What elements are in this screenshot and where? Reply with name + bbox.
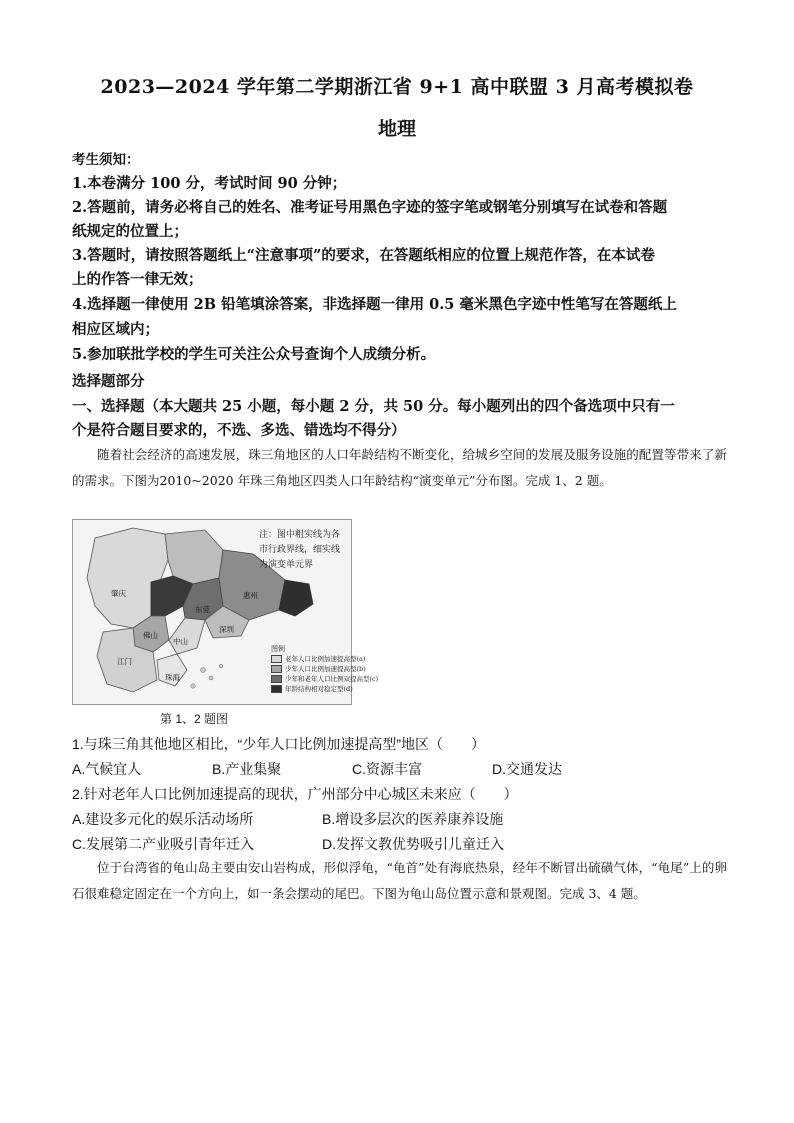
legend-row-b — [271, 664, 366, 674]
city-label-huizhou: 惠州 — [243, 591, 258, 600]
exam-title: 2023—2024 学年第二学期浙江省 9+1 高中联盟 3 月高考模拟卷 — [100, 76, 694, 98]
notice-item-3: 3.答题时，请按照答题纸上“注意事项”的要求，在答题纸相应的位置上规范作答，在本试卷 — [72, 247, 655, 264]
notice-item-4-cont: 相应区域内； — [72, 321, 159, 338]
question-2-option-a: A.建设多元化的娱乐活动场所 — [72, 811, 254, 827]
question-2-option-c: C.发展第二产业吸引青年迁入 — [72, 836, 254, 852]
legend-swatch-c — [271, 675, 282, 683]
question-2-option-d: D.发挥文教优势吸引儿童迁入 — [322, 836, 504, 852]
question-1-stem: 1.与珠三角其他地区相比，“少年人口比例加速提高型”地区（ ） — [72, 736, 485, 752]
question-2-option-b: B.增设多层次的医养康养设施 — [322, 811, 504, 827]
map-island — [209, 676, 213, 680]
section-part: 选择题部分 — [72, 373, 145, 390]
legend-label-b: 少年人口比例加速提高型(b) — [285, 665, 366, 673]
question-1-option-c: C.资源丰富 — [352, 761, 422, 777]
passage-2: 位于台湾省的龟山岛主要由安山岩构成，形似浮龟，“龟首”处有海底热泉，经年不断冒出硫磺气体，“龟尾”上的卵石很难稳定固定在一个方向上，如一条会摆动的尾巴。下图为龟山岛位置示意和景观图。完成 3、4 题。 — [72, 860, 727, 901]
question-1-option-d: D.交通发达 — [492, 761, 562, 777]
notice-item-1: 1.本卷满分 100 分，考试时间 90 分钟； — [72, 175, 347, 192]
notice-item-4: 4.选择题一律使用 2B 铅笔填涂答案，非选择题一律用 0.5 毫米黑色字迹中性笔写在答题纸上 — [72, 296, 677, 313]
map-island — [201, 668, 206, 673]
city-label-foshan: 佛山 — [143, 631, 158, 640]
map-legend — [271, 644, 379, 694]
notice-item-2-cont: 纸规定的位置上； — [72, 223, 188, 240]
passage-1: 随着社会经济的高速发展，珠三角地区的人口年龄结构不断变化，给城乡空间的发展及服务设施的配置等带来了新的需求。下图为2010~2020 年珠三角地区四类人口年龄结构“演变单元”分布图。完成 1、2 题。 — [72, 447, 727, 488]
legend-row-a — [271, 654, 366, 664]
map-island — [219, 664, 223, 668]
map-note: 注：图中粗实线为各市行政界线，细实线为演变单元界 — [259, 530, 341, 570]
legend-label-c: 少年和老年人口比例双提高型(c) — [285, 675, 379, 683]
legend-label-d: 年龄结构相对稳定型(d) — [285, 685, 353, 693]
legend-swatch-b — [271, 665, 282, 673]
notice-item-3-cont: 上的作答一律无效； — [72, 271, 203, 288]
city-label-shenzhen: 深圳 — [219, 625, 234, 634]
legend-swatch-a — [271, 655, 282, 663]
legend-swatch-d — [271, 685, 282, 693]
city-label-dongguan: 东莞 — [195, 605, 210, 614]
question-1-option-b: B.产业集聚 — [212, 761, 282, 777]
map-caption: 第 1、2 题图 — [160, 712, 229, 726]
city-label-jiangmen: 江门 — [117, 657, 132, 666]
notice-item-5: 5.参加联批学校的学生可关注公众号查询个人成绩分析。 — [72, 346, 436, 363]
question-2-stem: 2.针对老年人口比例加速提高的现状，广州部分中心城区未来应（ ） — [72, 786, 518, 802]
pearl-delta-map — [72, 519, 379, 705]
question-1-option-a: A.气候宜人 — [72, 761, 142, 777]
exam-subject: 地理 — [377, 118, 416, 140]
legend-row-d — [271, 684, 351, 694]
notice-heading: 考生须知： — [72, 152, 140, 168]
city-label-zhongshan: 中山 — [173, 637, 188, 646]
legend-title: 图例 — [271, 645, 285, 653]
city-label-zhaoqing: 肇庆 — [111, 589, 126, 598]
map-island — [191, 684, 195, 688]
legend-label-a: 老年人口比例加速提高型(a) — [285, 655, 366, 663]
notice-item-2: 2.答题前，请务必将自己的姓名、准考证号用黑色字迹的签字笔或钢笔分别填写在试卷和答题 — [72, 199, 668, 216]
city-label-zhuhai: 珠海 — [165, 673, 180, 682]
section-instruction-1: 一、选择题（本大题共 25 小题，每小题 2 分，共 50 分。每小题列出的四个备选项中只有一 — [72, 398, 675, 415]
legend-row-c — [271, 674, 379, 684]
section-instruction-2: 个是符合题目要求的，不选、多选、错选均不得分） — [72, 422, 406, 439]
